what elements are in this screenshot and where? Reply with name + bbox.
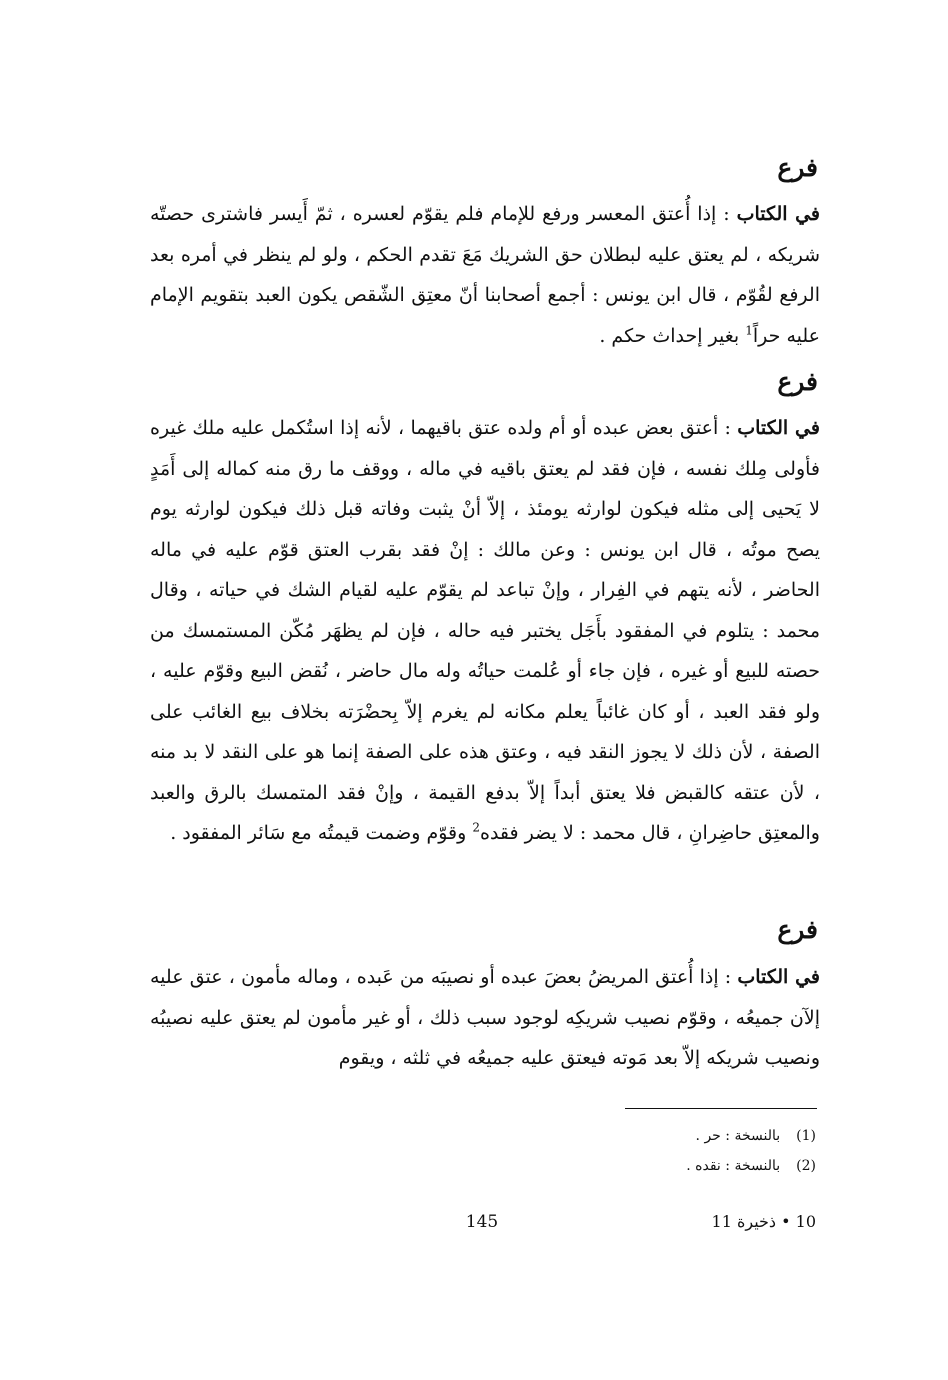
section-lead: في الكتاب: [737, 417, 820, 439]
footnote-divider: [625, 1108, 817, 1109]
section-heading: فرع: [777, 153, 818, 182]
section-paragraph: [150, 194, 820, 356]
page-number: 145: [465, 1212, 499, 1232]
section-body-continued: بغير إحداث حكم .: [599, 324, 746, 347]
section-paragraph: [150, 957, 820, 1079]
footnote-text: بالنسخة : حر .: [695, 1128, 781, 1144]
footnote: [696, 1126, 816, 1146]
section-body: : إذا أُعتق المريضُ بعضَ عبده أو نصيبَه من عَبده ، وماله مأمون ، عتق عليه إلآن جميعُه ، وقوّم نصيب شريكِه لوجود سبب ذلك ، أو غير مأمون لم يعتق عليه نصيبُه ونصيب شريكه إلاّ بعد مَوته فيعتق عليه جميعُه في ثلثه ، ويقوم: [150, 966, 820, 1069]
footnote-ref: 2: [472, 820, 480, 835]
section-body: : أعتق بعض عبده أو أم ولده عتق باقيهما ، لأنه إذا استُكمل عليه ملك غيره فأولى مِلك نفسه ، فإن فقد لم يعتق باقيه في ماله ، ووقف ما رق منه كماله إلى أَمَدٍ لا يَحيى إلى مثله فيكون لوارثه يومئذ ، إلاّ أنْ يثبت وفاته قبل ذلك فيكون لوارثه يوم يصح موتُه ، قال ابن يونس : وعن مالك : إنْ فقد بقرب العتق قوّم عليه في ماله الحاضر ، لأنه يتهم في الفِرار ، وإنْ تباعد لم يقوّم عليه لقيام الشك في حياته ، وقال محمد : يتلوم في المفقود بأَجَل يختبر فيه حاله ، فإن لم يظهَر مُكّن المستمسك من حصته للبيع أو غيره ، فإن جاء أو عُلمت حياتُه وله مال حاضر ، نُقض البيع وقوّم عليه ، ولو فقد العبد ، أو كان غائباً يعلم مكانه لم يغرم إلاّ بِحضْرَته بخلاف بيع الغائب على الصفة ، لأن ذلك لا يجوز النقد فيه ، وعتق هذه على الصفة إنما هو على النقد لا بد منه ، لأن عتقه كالقبض فلا يعتق أبداً إلاّ بدفع القيمة ، وإنْ فقد المتمسك بالرق والعبد والمعتِق حاضِرانِ ، قال محمد : لا يضر فقده: [150, 417, 820, 844]
section-body-continued: وقوّم وضمت قيمتُه مع سَائر المفقود .: [170, 822, 473, 844]
section-heading: فرع: [777, 367, 818, 396]
section-heading: فرع: [777, 915, 818, 944]
footnote: [686, 1156, 816, 1176]
section-lead: في الكتاب: [737, 966, 820, 988]
section-body: : إذا أُعتق المعسر ورفع للإمام فلم يقوّم لعسره ، ثمّ أَيسر فاشترى حصتّه شريكه ، لم يعتق عليه لبطلان حق الشريك مَعَ تقدم الحكم ، ولو لم ينظر في أمره بعد الرفع لقُوّم ، قال ابن يونس : أجمع أصحابنا أنّ معتِق الشّقص يكون العبد بتقويم الإمام عليه حراً: [150, 203, 820, 347]
signature-mark: 10 • ذخيرة 11: [711, 1212, 816, 1231]
footnote-text: بالنسخة : نقده .: [686, 1158, 781, 1174]
footnote-ref: 1: [745, 323, 753, 338]
footnote-number: (2): [796, 1158, 816, 1174]
footnote-number: (1): [796, 1128, 816, 1144]
section-paragraph: [150, 408, 820, 854]
section-lead: في الكتاب: [736, 203, 820, 225]
